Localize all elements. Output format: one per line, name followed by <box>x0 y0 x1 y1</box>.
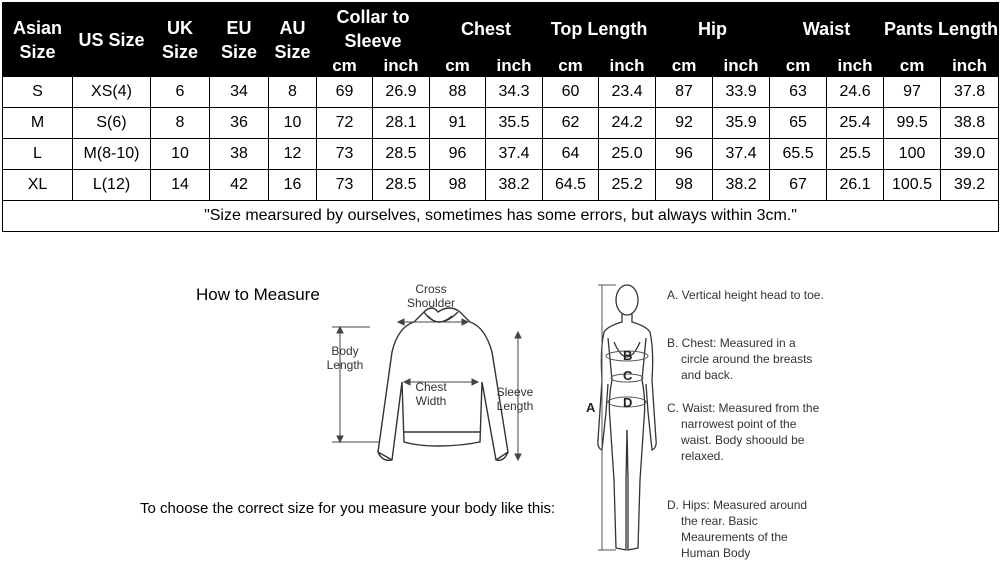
table-cell: 38.2 <box>486 170 543 201</box>
table-cell: 98 <box>430 170 486 201</box>
table-cell: 91 <box>430 108 486 139</box>
sleeve-length-label: Sleeve Length <box>496 385 534 413</box>
table-row <box>3 77 999 108</box>
table-cell: 60 <box>543 77 599 108</box>
body-figure <box>582 280 672 565</box>
table-cell: 28.1 <box>373 108 430 139</box>
unit-header: inch <box>713 56 770 77</box>
unit-header: cm <box>770 56 827 77</box>
table-cell: 38.8 <box>941 108 999 139</box>
header-top-length: Top Length <box>543 3 656 56</box>
table-cell: 92 <box>656 108 713 139</box>
table-cell: 67 <box>770 170 827 201</box>
table-cell: S(6) <box>73 108 151 139</box>
table-cell: 37.4 <box>486 139 543 170</box>
description-b-text: B. Chest: Measured in a circle around the breasts and back. <box>667 336 813 382</box>
table-cell: 100 <box>884 139 941 170</box>
measurement-description-d <box>667 497 827 561</box>
table-cell: 87 <box>656 77 713 108</box>
body-length-label: Body Length <box>326 344 364 372</box>
unit-header: cm <box>317 56 373 77</box>
table-cell: 73 <box>317 139 373 170</box>
table-cell: 14 <box>151 170 210 201</box>
description-d-text: D. Hips: Measured around the rear. Basic Meaurements of the Human Body <box>667 498 808 560</box>
table-cell: 100.5 <box>884 170 941 201</box>
table-cell: S <box>3 77 73 108</box>
size-chart-table <box>2 2 999 232</box>
header-eu-size: EU Size <box>210 3 269 77</box>
table-cell: 28.5 <box>373 139 430 170</box>
table-cell: 24.2 <box>599 108 656 139</box>
table-cell: 64.5 <box>543 170 599 201</box>
table-cell: 65.5 <box>770 139 827 170</box>
how-to-measure-title: How to Measure <box>196 285 320 304</box>
table-cell: 26.9 <box>373 77 430 108</box>
description-a-text: A. Vertical height head to toe. <box>667 288 824 302</box>
table-cell: 6 <box>151 77 210 108</box>
table-cell: 25.4 <box>827 108 884 139</box>
header-collar-to-sleeve: Collar to Sleeve <box>317 3 430 56</box>
unit-header: inch <box>373 56 430 77</box>
unit-header: cm <box>543 56 599 77</box>
header-us-size: US Size <box>73 3 151 77</box>
table-cell: 38.2 <box>713 170 770 201</box>
unit-header: inch <box>941 56 999 77</box>
unit-header: inch <box>486 56 543 77</box>
measurement-description-c <box>667 400 827 464</box>
table-cell: 24.6 <box>827 77 884 108</box>
table-cell: 26.1 <box>827 170 884 201</box>
table-cell: 62 <box>543 108 599 139</box>
cross-shoulder-label: Cross Shoulder <box>406 282 456 310</box>
table-cell: 96 <box>430 139 486 170</box>
header-asian-size: Asian Size <box>3 3 73 77</box>
unit-header: cm <box>430 56 486 77</box>
unit-header: cm <box>884 56 941 77</box>
table-cell: M(8-10) <box>73 139 151 170</box>
measure-letter-d: D <box>623 395 633 410</box>
measurement-description-a <box>667 287 827 303</box>
table-row <box>3 139 999 170</box>
table-cell: 25.0 <box>599 139 656 170</box>
table-cell: XL <box>3 170 73 201</box>
header-hip: Hip <box>656 3 770 56</box>
table-cell: 39.0 <box>941 139 999 170</box>
table-cell: 88 <box>430 77 486 108</box>
table-cell: 10 <box>151 139 210 170</box>
header-chest: Chest <box>430 3 543 56</box>
table-cell: 25.2 <box>599 170 656 201</box>
table-cell: 16 <box>269 170 317 201</box>
table-cell: 99.5 <box>884 108 941 139</box>
table-cell: 72 <box>317 108 373 139</box>
table-cell: 73 <box>317 170 373 201</box>
table-cell: 25.5 <box>827 139 884 170</box>
choose-size-instruction: To choose the correct size for you measure your body like this: <box>140 500 556 517</box>
table-cell: 28.5 <box>373 170 430 201</box>
table-cell: M <box>3 108 73 139</box>
measure-letter-b: B <box>623 348 633 363</box>
table-cell: 37.4 <box>713 139 770 170</box>
table-cell: 36 <box>210 108 269 139</box>
table-cell: 34.3 <box>486 77 543 108</box>
table-cell: 98 <box>656 170 713 201</box>
measure-letter-c: C <box>623 368 633 383</box>
table-cell: 12 <box>269 139 317 170</box>
table-cell: 10 <box>269 108 317 139</box>
table-cell: 33.9 <box>713 77 770 108</box>
table-cell: 8 <box>151 108 210 139</box>
size-table-body <box>3 77 999 201</box>
chest-width-label: Chest Width <box>415 380 447 408</box>
header-waist: Waist <box>770 3 884 56</box>
unit-header: inch <box>599 56 656 77</box>
sweater-diagram <box>320 282 550 472</box>
table-cell: 97 <box>884 77 941 108</box>
table-cell: 37.8 <box>941 77 999 108</box>
table-cell: 39.2 <box>941 170 999 201</box>
table-row <box>3 108 999 139</box>
table-cell: XS(4) <box>73 77 151 108</box>
table-cell: 42 <box>210 170 269 201</box>
table-cell: 34 <box>210 77 269 108</box>
table-cell: 64 <box>543 139 599 170</box>
table-cell: 63 <box>770 77 827 108</box>
table-cell: L(12) <box>73 170 151 201</box>
measure-letter-a: A <box>586 400 596 415</box>
table-cell: 38 <box>210 139 269 170</box>
measurement-note: "Size mearsured by ourselves, sometimes has some errors, but always within 3cm." <box>3 201 999 232</box>
unit-header: cm <box>656 56 713 77</box>
description-c-text: C. Waist: Measured from the narrowest point of the waist. Body shoould be relaxed. <box>667 401 820 463</box>
table-cell: 96 <box>656 139 713 170</box>
table-cell: 69 <box>317 77 373 108</box>
table-cell: 8 <box>269 77 317 108</box>
header-au-size: AU Size <box>269 3 317 77</box>
table-cell: 35.9 <box>713 108 770 139</box>
table-cell: 35.5 <box>486 108 543 139</box>
measurement-description-b <box>667 335 827 383</box>
header-uk-size: UK Size <box>151 3 210 77</box>
table-cell: L <box>3 139 73 170</box>
header-pants-length: Pants Length <box>884 3 999 56</box>
table-row <box>3 170 999 201</box>
table-cell: 65 <box>770 108 827 139</box>
unit-header: inch <box>827 56 884 77</box>
table-cell: 23.4 <box>599 77 656 108</box>
